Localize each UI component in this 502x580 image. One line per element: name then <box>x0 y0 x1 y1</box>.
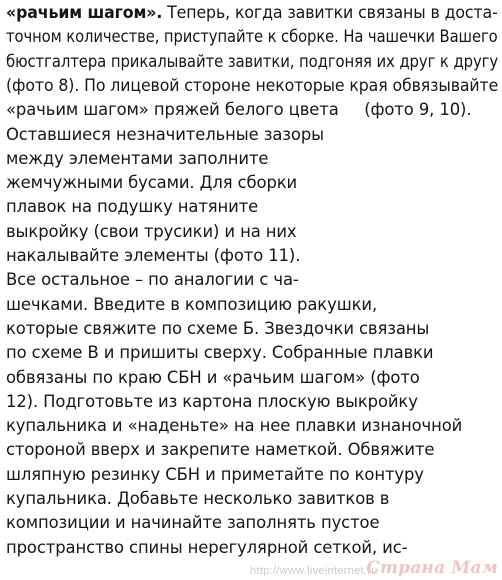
line-text: «рачьим шагом» пряжей белого цвета (фото 9, 10). <box>6 100 472 120</box>
text-line <box>6 295 377 315</box>
line-text: плавок на подушку натяните <box>6 197 259 217</box>
line-text: шляпную резинку СБН и приметайте по контуру <box>6 464 424 484</box>
line-text: Все остальное – по аналогии с ча- <box>6 270 299 290</box>
text-line <box>6 27 498 47</box>
text-line <box>6 392 418 412</box>
text-line <box>6 440 434 460</box>
line-text: между элементами заполните <box>6 148 269 168</box>
text-line <box>6 222 297 242</box>
line-text: шечками. Введите в композицию ракушки, <box>6 294 378 314</box>
text-line <box>6 76 498 96</box>
text-line <box>6 538 407 558</box>
text-line <box>6 343 433 363</box>
line-text: накалывайте элементы (фото 11). <box>6 246 301 265</box>
line-text: композиции и начинайте заполнять пустое <box>6 513 380 533</box>
text-line <box>6 52 498 72</box>
line-text: жемчужными бусами. Для сборки <box>6 173 298 193</box>
line-text: Теперь, когда завитки связаны в доста- <box>162 3 498 22</box>
text-line <box>6 368 420 388</box>
bold-lead-text: «рачьим шагом». <box>6 3 163 22</box>
text-line <box>6 513 379 533</box>
text-line <box>6 465 424 485</box>
line-text: выкройку (свои трусики) и на них <box>6 221 297 241</box>
text-line <box>6 100 471 120</box>
text-line <box>6 416 462 436</box>
text-line <box>6 125 324 145</box>
text-line <box>6 173 297 193</box>
line-text: (фото 8). По лицевой стороне некоторые края обвязывайте <box>6 75 499 95</box>
line-text: Оставшиеся незначительные зазоры <box>6 124 324 144</box>
line-text: бюстгалтера прикалывайте завитки, подгоняя их друг к другу <box>6 51 499 71</box>
text-line <box>6 246 300 266</box>
text-line <box>6 319 429 339</box>
text-line <box>6 149 268 169</box>
watermark <box>250 560 502 580</box>
watermark-url: http://www.liveinternet.ru <box>250 565 378 577</box>
line-text: по схеме В и пришиты сверху. Собранные плавки <box>6 343 434 363</box>
text-line <box>6 3 498 23</box>
line-text: точном количестве, приступайте к сборке. На чашечки Вашего <box>6 27 498 47</box>
line-text: которые свяжите по схеме Б. Звездочки связаны <box>6 318 430 338</box>
line-text: купальника. Добавьте несколько завитков в <box>6 489 390 508</box>
line-text: пространство спины нерегулярной сеткой, ис- <box>6 537 408 557</box>
line-text: купальника и «наденьте» на нее плавки изнаночной <box>6 416 463 436</box>
watermark-logo: Страна Мам <box>366 560 498 578</box>
text-line <box>6 270 299 290</box>
text-line <box>6 489 389 509</box>
line-text: обвязаны по краю СБН и «рачьим шагом» (фото <box>6 367 420 387</box>
text-line <box>6 197 258 217</box>
line-text: стороной вверх и закрепите наметкой. Обвяжите <box>6 440 435 460</box>
line-text: 12). Подготовьте из картона плоскую выкройку <box>6 391 418 411</box>
